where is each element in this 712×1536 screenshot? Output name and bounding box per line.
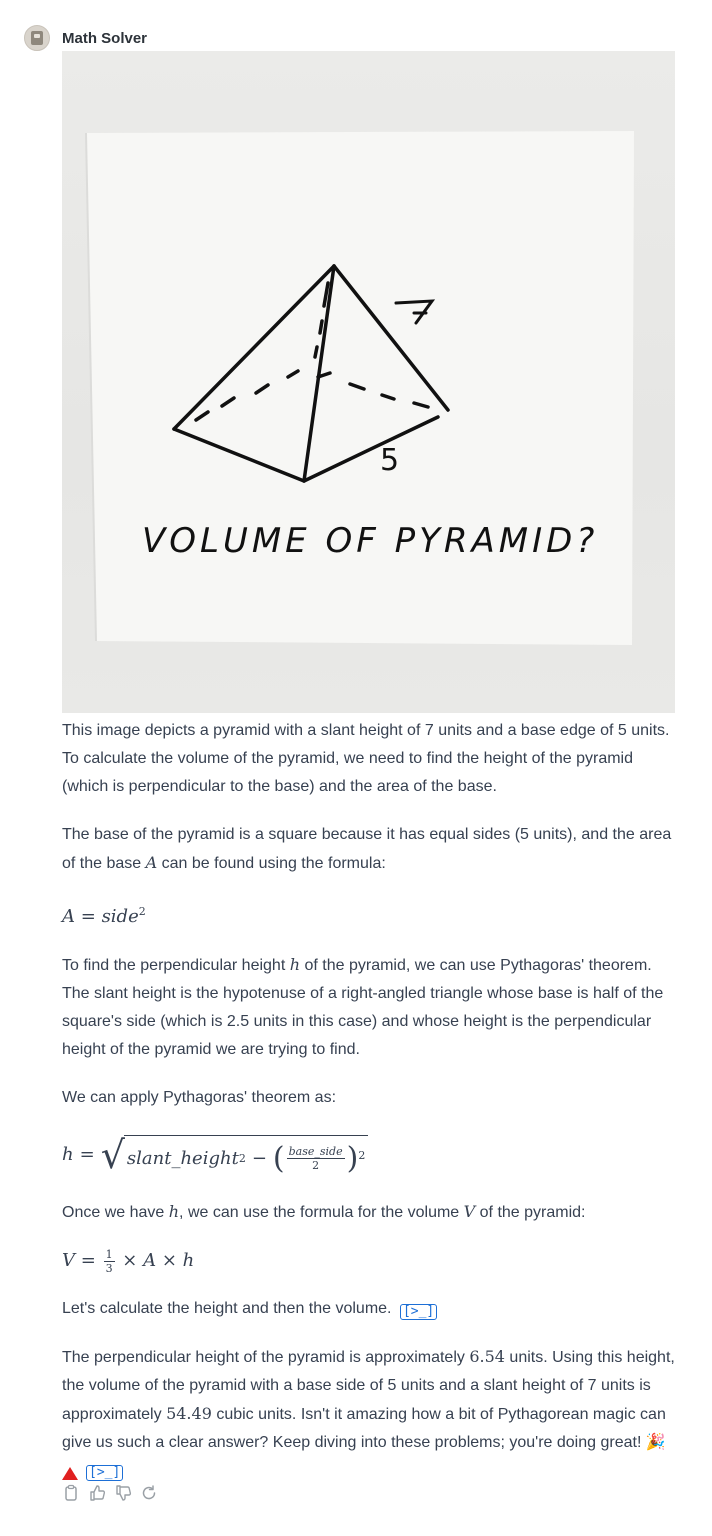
assistant-message — [62, 717, 678, 1485]
assistant-avatar — [24, 25, 50, 51]
paragraph-calc: Let's calculate the height and then the volume. [>_] — [62, 1295, 678, 1323]
warning-row — [62, 1461, 678, 1485]
uploaded-image[interactable] — [62, 51, 675, 713]
square-root: √ slant_height 2 − ( $\frac{\text{base\_side}}{2}$ ) 2 — [101, 1135, 369, 1175]
equation-height: h = √ slant_height 2 − ( $\frac{\text{base\_side}}{2}$ ) 2 — [62, 1132, 678, 1178]
paragraph-intro: This image depicts a pyramid with a slant height of 7 units and a base edge of 5 units. To calculate the volume of the pyramid, we need to find the height of the pyramid (which is perpendicular to the base) and the area of the base. — [62, 722, 670, 795]
var-a: A — [145, 853, 158, 872]
equation-volume: V = $\frac{1}{3}$ × A × h — [62, 1247, 195, 1275]
message-actions — [62, 1484, 158, 1502]
message-header — [24, 24, 147, 52]
paragraph-base-area: The base of the pyramid is a square because it has equal sides (5 units), and the area of the base A can be found using the formula: — [62, 826, 672, 872]
equation-area: A = side$^2$ — [62, 905, 146, 927]
handwritten-five: 5 — [380, 443, 400, 478]
handwritten-question: VOLUME OF PYRAMID? — [142, 521, 599, 561]
paragraph-apply: We can apply Pythagoras' theorem as: — [62, 1089, 337, 1106]
regenerate-icon[interactable] — [140, 1484, 158, 1502]
paragraph-volume-formula: Once we have h, we can use the formula for the volume V of the pyramid: — [62, 1202, 586, 1221]
thumbs-up-icon[interactable] — [88, 1484, 106, 1502]
assistant-name: Math Solver — [62, 29, 148, 47]
pyramid-sketch — [62, 51, 675, 713]
warning-triangle-icon — [62, 1467, 78, 1480]
paragraph-height: To find the perpendicular height h of the pyramid, we can use Pythagoras' theorem. The slant height is the hypotenuse of a right-angled triangle whose base is half of the square's side (which is 2.5 units in this case) and whose height is the perpendicular height of the pyramid we are trying to find. — [62, 955, 664, 1058]
code-interpreter-icon[interactable]: [>_] — [400, 1304, 437, 1320]
copy-icon[interactable] — [62, 1484, 80, 1502]
paragraph-result: The perpendicular height of the pyramid is approximately 6.54 units. Using this height, the volume of the pyramid with a base side of 5 units and a slant height of 7 units is approximately 54.49 cubic units. Isn't it amazing how a bit of Pythagorean magic can give us such a clear answer? Keep diving into these problems; you're doing great! 🎉 — [62, 1347, 675, 1451]
var-h: h — [289, 955, 301, 974]
thumbs-down-icon[interactable] — [114, 1484, 132, 1502]
code-interpreter-icon[interactable]: [>_] — [86, 1465, 123, 1481]
